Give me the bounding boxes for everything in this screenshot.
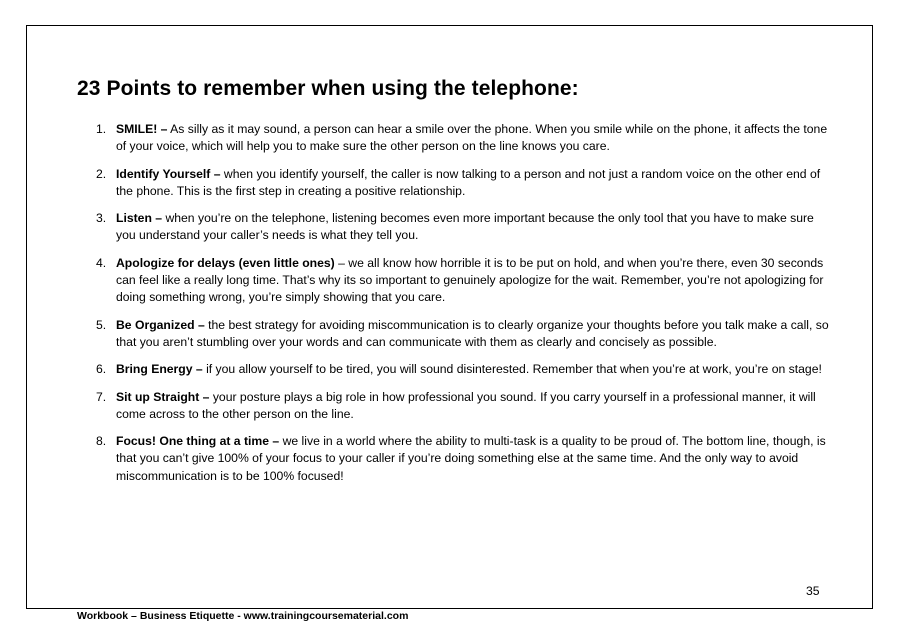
list-item: [92, 210, 832, 244]
item-text: when you’re on the telephone, listening becomes even more important because the only tool that you have to make sure you understand your caller’s needs is what they tell you.: [116, 211, 814, 243]
page-number: 35: [806, 584, 820, 598]
item-number: 1.: [96, 122, 107, 136]
item-heading: Sit up Straight –: [116, 389, 210, 404]
item-number: 8.: [96, 434, 107, 449]
item-heading: Identify Yourself –: [116, 166, 221, 181]
footer-text: Workbook – Business Etiquette - www.trainingcoursematerial.com: [77, 610, 409, 622]
item-number: 7.: [96, 389, 107, 404]
item-text: your posture plays a big role in how professional you sound. If you carry yourself in a professional manner, it will come across to the other person on the line.: [116, 389, 816, 421]
item-number: 5.: [96, 317, 107, 332]
item-text: the best strategy for avoiding miscommunication is to clearly organize your thoughts before you talk make a call, so that you aren’t stumbling over your words and can communicate with them as clearly and concisely as possible.: [116, 317, 829, 349]
item-text: – we all know how horrible it is to be put on hold, and when you’re there, even 30 seconds can feel like a really long time. That’s why its so important to genuinely apologize for the wait. Remember, you’re not apologizing for doing something wrong, you’re simply showing that you care.: [116, 255, 824, 305]
item-text: when you identify yourself, the caller is now talking to a person and not just a random voice on the other end of the phone. This is the first step in creating a positive relationship.: [116, 166, 821, 198]
item-text: if you allow yourself to be tired, you will sound disinterested. Remember that when you’re at work, you’re on stage!: [202, 362, 822, 377]
list-item: [92, 121, 832, 155]
list-item: [92, 361, 832, 378]
item-number: 6.: [96, 362, 107, 377]
list-item: [92, 317, 832, 351]
item-heading: Listen –: [116, 211, 163, 226]
list-item: [92, 389, 832, 423]
list-item: [92, 433, 832, 485]
item-heading: Apologize for delays (even little ones): [116, 255, 335, 270]
item-heading: SMILE! –: [116, 122, 168, 136]
item-heading: Be Organized –: [116, 317, 205, 332]
item-heading: Focus! One thing at a time –: [116, 434, 280, 449]
item-number: 3.: [96, 211, 107, 226]
item-text: we live in a world where the ability to multi-task is a quality to be proud of. The bottom line, though, is that you can’t give 100% of your focus to your caller if you’re doing something else at the same time. And the only way to avoid miscommunication is to be 100% focused!: [116, 434, 826, 483]
item-number: 4.: [96, 255, 107, 270]
item-text: As silly as it may sound, a person can hear a smile over the phone. When you smile while on the phone, it affects the tone of your voice, which will help you to make sure the other person on the line knows you care.: [116, 122, 828, 154]
page-title: 23 Points to remember when using the telephone:: [77, 77, 579, 100]
points-list: [92, 121, 832, 495]
item-heading: Bring Energy –: [116, 362, 203, 377]
list-item: [92, 255, 832, 307]
list-item: [92, 166, 832, 200]
item-number: 2.: [96, 166, 107, 181]
